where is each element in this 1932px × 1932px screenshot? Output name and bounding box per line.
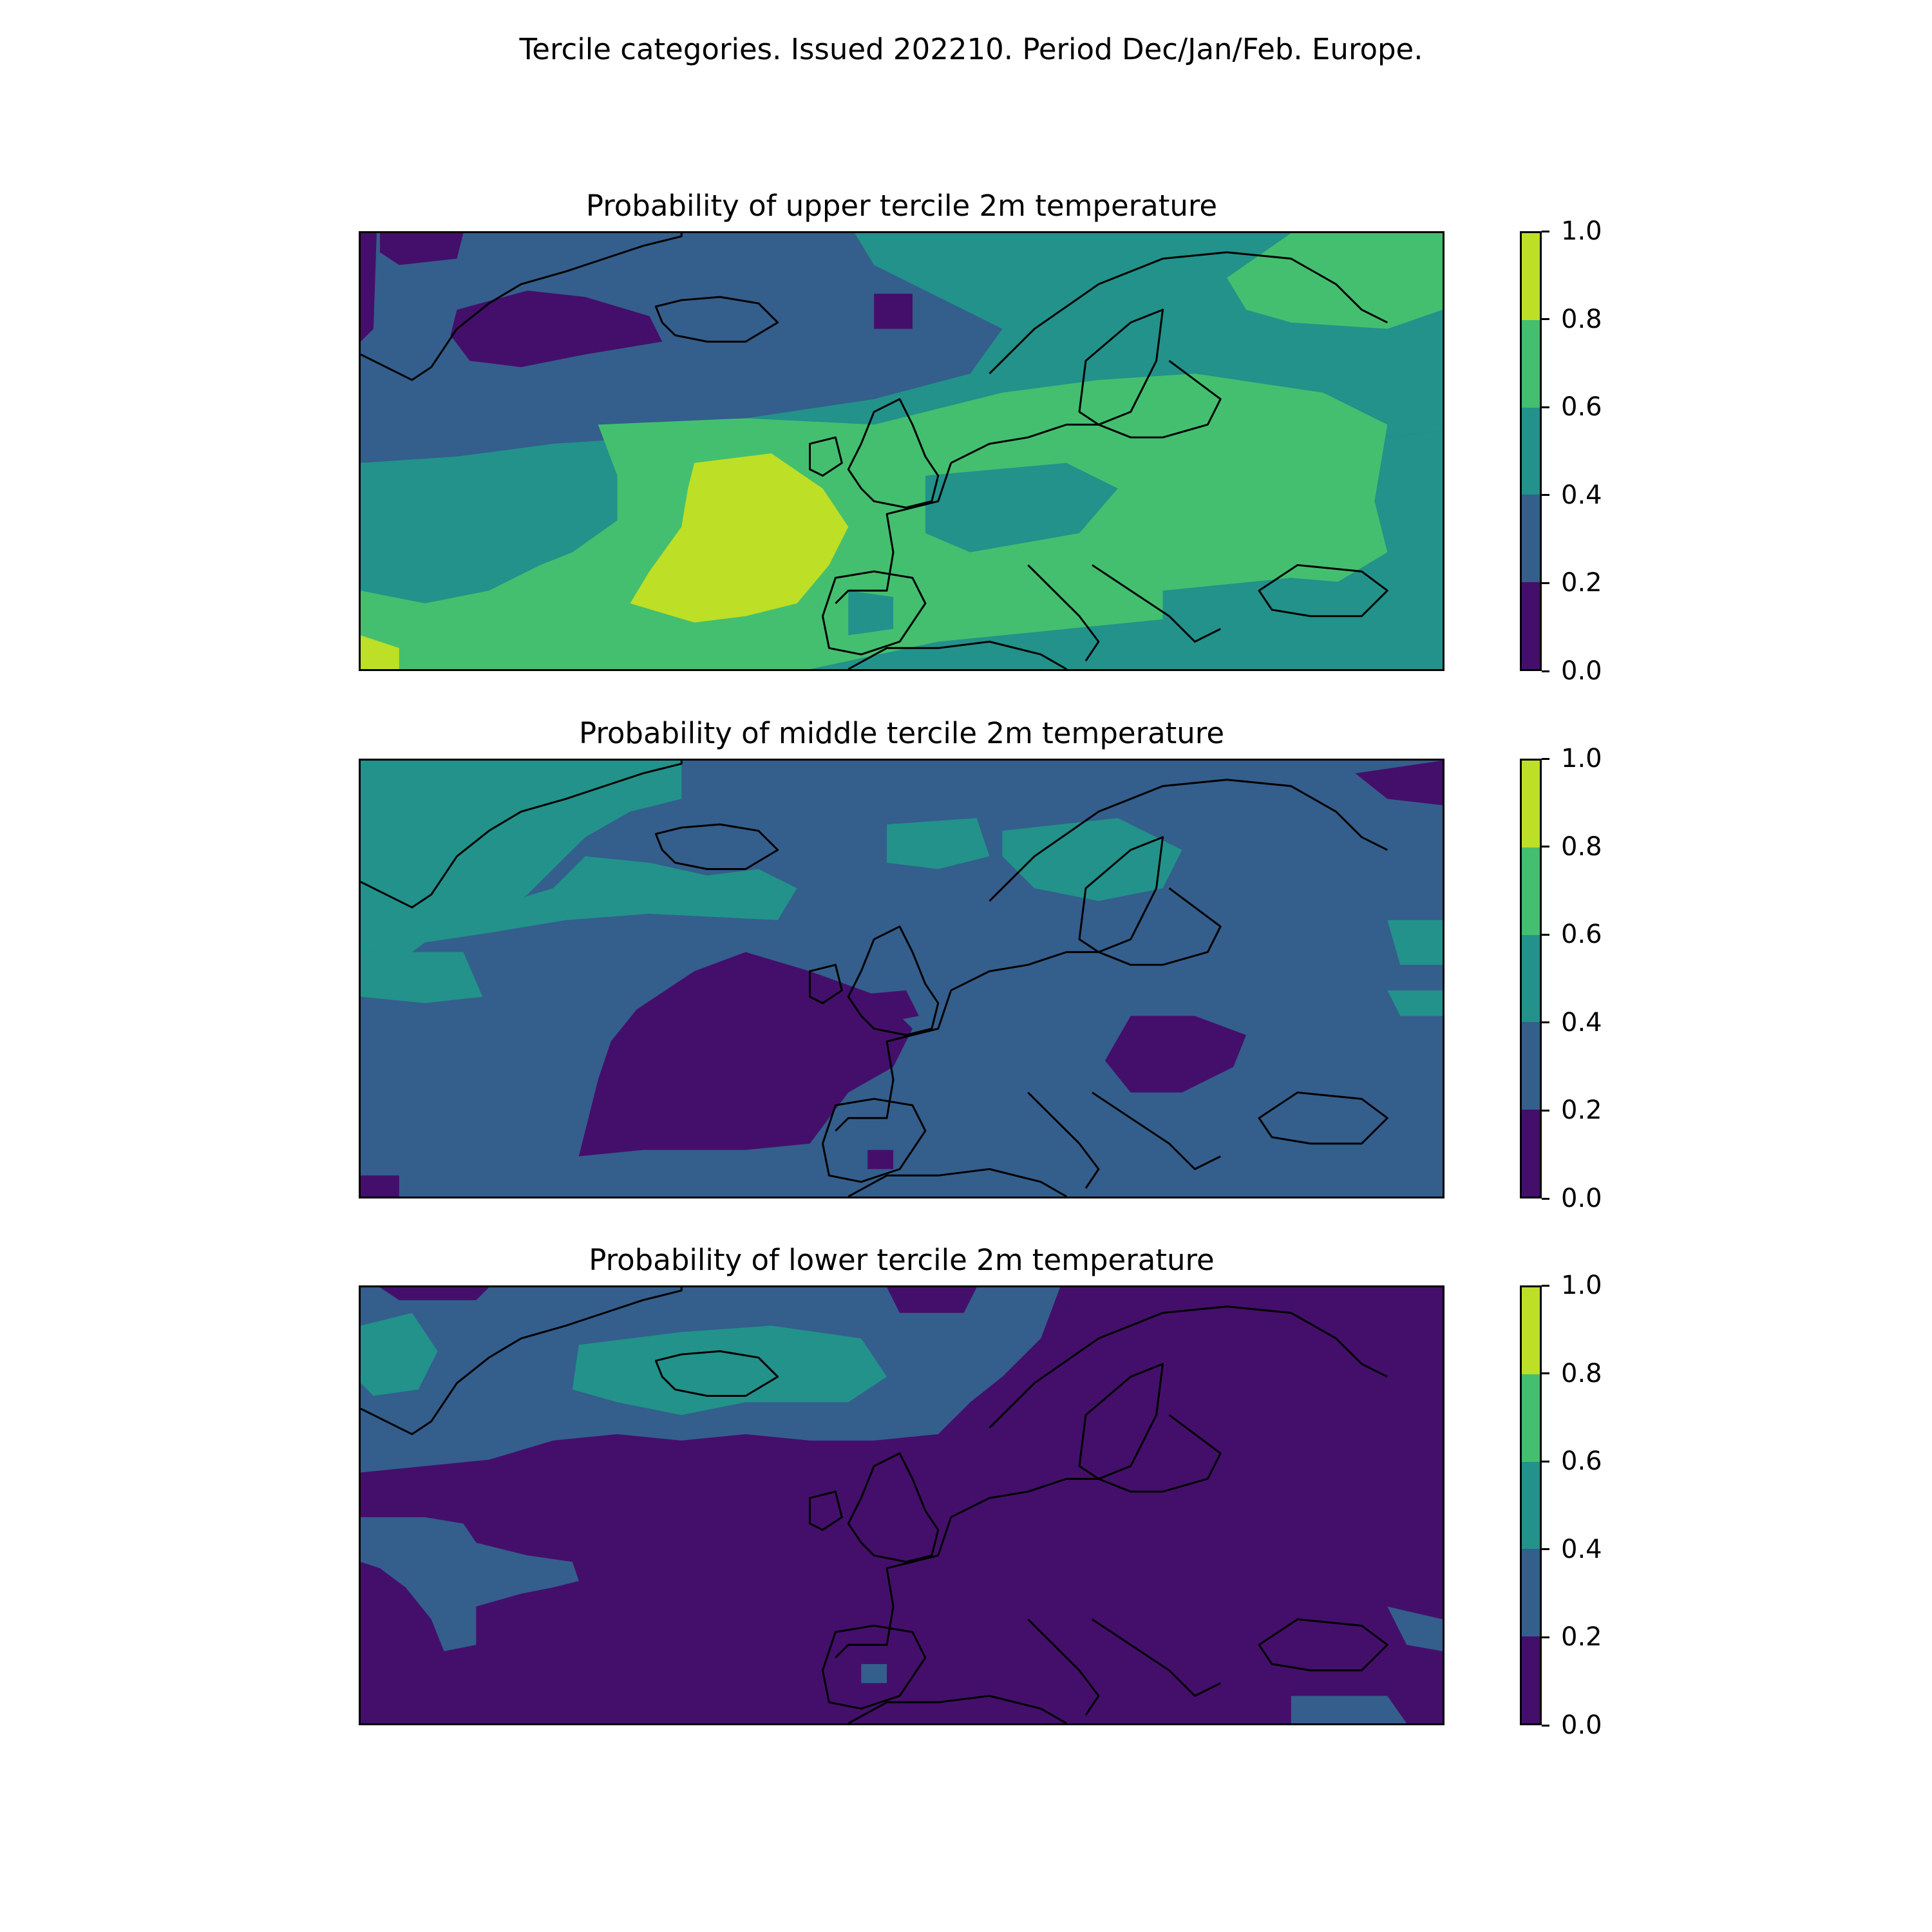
- middle-mid-patch-sw: [361, 952, 482, 1003]
- cbar-middle-tick-label-0: 0.0: [1561, 1184, 1602, 1213]
- panel-lower-map: [359, 1285, 1444, 1725]
- lower-blue-patch-spain: [861, 1664, 887, 1683]
- cbar-upper-tick-label-5: 1.0: [1561, 216, 1602, 246]
- cbar-upper-tick-5: [1542, 231, 1549, 232]
- cbar-lower-tick-label-5: 1.0: [1561, 1271, 1602, 1300]
- cbar-lower-seg-1: [1522, 1549, 1540, 1636]
- panel-lower-title: Probability of lower tercile 2m temperature: [589, 1243, 1215, 1277]
- cbar-lower-tick-label-4: 0.8: [1561, 1358, 1602, 1388]
- cbar-upper-tick-3: [1542, 406, 1549, 408]
- cbar-upper-seg-3: [1522, 320, 1540, 407]
- cbar-middle-tick-label-3: 0.6: [1561, 920, 1602, 950]
- cbar-upper-seg-4: [1522, 233, 1540, 320]
- cbar-middle-tick-label-4: 0.8: [1561, 831, 1602, 862]
- cbar-upper-tick-4: [1542, 318, 1549, 320]
- middle-low-patch-sw: [361, 1175, 399, 1197]
- cbar-lower-tick-label-3: 0.6: [1561, 1446, 1602, 1477]
- cbar-upper-tick-label-1: 0.2: [1561, 568, 1602, 598]
- cbar-middle-seg-4: [1522, 761, 1540, 848]
- cbar-upper-seg-2: [1522, 408, 1540, 495]
- cbar-lower-tick-4: [1542, 1372, 1549, 1374]
- lower-blue-patch-se: [1291, 1696, 1406, 1723]
- panel-upper-map: [359, 231, 1444, 671]
- panel-middle-title: Probability of middle tercile 2m temperature: [578, 716, 1225, 750]
- middle-low-patch-spain: [867, 1150, 893, 1170]
- cbar-middle-tick-5: [1542, 758, 1549, 760]
- upper-mid-patch-balkans: [1163, 578, 1443, 669]
- cbar-middle-seg-2: [1522, 935, 1540, 1022]
- cbar-middle-tick-3: [1542, 934, 1549, 936]
- panel-upper-title: Probability of upper tercile 2m temperature: [585, 189, 1218, 223]
- lower-low-patch-n: [887, 1287, 977, 1313]
- cbar-middle-seg-3: [1522, 848, 1540, 934]
- cbar-lower-tick-5: [1542, 1285, 1549, 1287]
- cbar-middle-tick-0: [1542, 1198, 1549, 1200]
- cbar-lower-seg-3: [1522, 1374, 1540, 1461]
- cbar-upper-tick-label-3: 0.6: [1561, 392, 1602, 422]
- figure-title: Tercile categories. Issued 202210. Period Dec/Jan/Feb. Europe.: [519, 32, 1423, 66]
- cbar-upper-seg-0: [1522, 582, 1540, 669]
- cbar-lower-tick-1: [1542, 1636, 1549, 1638]
- cbar-upper-tick-2: [1542, 494, 1549, 496]
- cbar-lower-tick-0: [1542, 1725, 1549, 1727]
- cbar-lower-tick-label-1: 0.2: [1561, 1622, 1602, 1653]
- panel-middle-colorbar: [1520, 759, 1542, 1198]
- panel-upper-colorbar: [1520, 231, 1542, 671]
- cbar-lower-tick-label-0: 0.0: [1561, 1710, 1602, 1740]
- cbar-lower-tick-label-2: 0.4: [1561, 1534, 1602, 1564]
- panel-lower-colorbar: [1520, 1285, 1542, 1725]
- upper-low-patch-north: [874, 294, 913, 329]
- cbar-middle-tick-2: [1542, 1021, 1549, 1023]
- cbar-upper-tick-label-0: 0.0: [1561, 656, 1602, 686]
- cbar-upper-tick-label-2: 0.4: [1561, 480, 1602, 510]
- cbar-middle-seg-0: [1522, 1110, 1540, 1197]
- cbar-lower-tick-2: [1542, 1548, 1549, 1550]
- cbar-upper-seg-1: [1522, 495, 1540, 582]
- cbar-lower-seg-0: [1522, 1636, 1540, 1723]
- cbar-middle-tick-4: [1542, 846, 1549, 848]
- cbar-lower-tick-3: [1542, 1461, 1549, 1463]
- panel-middle-map: [359, 759, 1444, 1198]
- cbar-middle-tick-1: [1542, 1110, 1549, 1112]
- cbar-middle-tick-label-2: 0.4: [1561, 1007, 1602, 1037]
- cbar-lower-seg-2: [1522, 1462, 1540, 1549]
- upper-high-patch-spain: [848, 591, 893, 635]
- cbar-upper-tick-label-4: 0.8: [1561, 304, 1602, 334]
- cbar-middle-tick-label-1: 0.2: [1561, 1095, 1602, 1126]
- cbar-middle-seg-1: [1522, 1022, 1540, 1109]
- cbar-lower-seg-4: [1522, 1287, 1540, 1374]
- cbar-upper-tick-1: [1542, 582, 1549, 584]
- cbar-middle-tick-label-5: 1.0: [1561, 744, 1602, 773]
- cbar-upper-tick-0: [1542, 670, 1549, 672]
